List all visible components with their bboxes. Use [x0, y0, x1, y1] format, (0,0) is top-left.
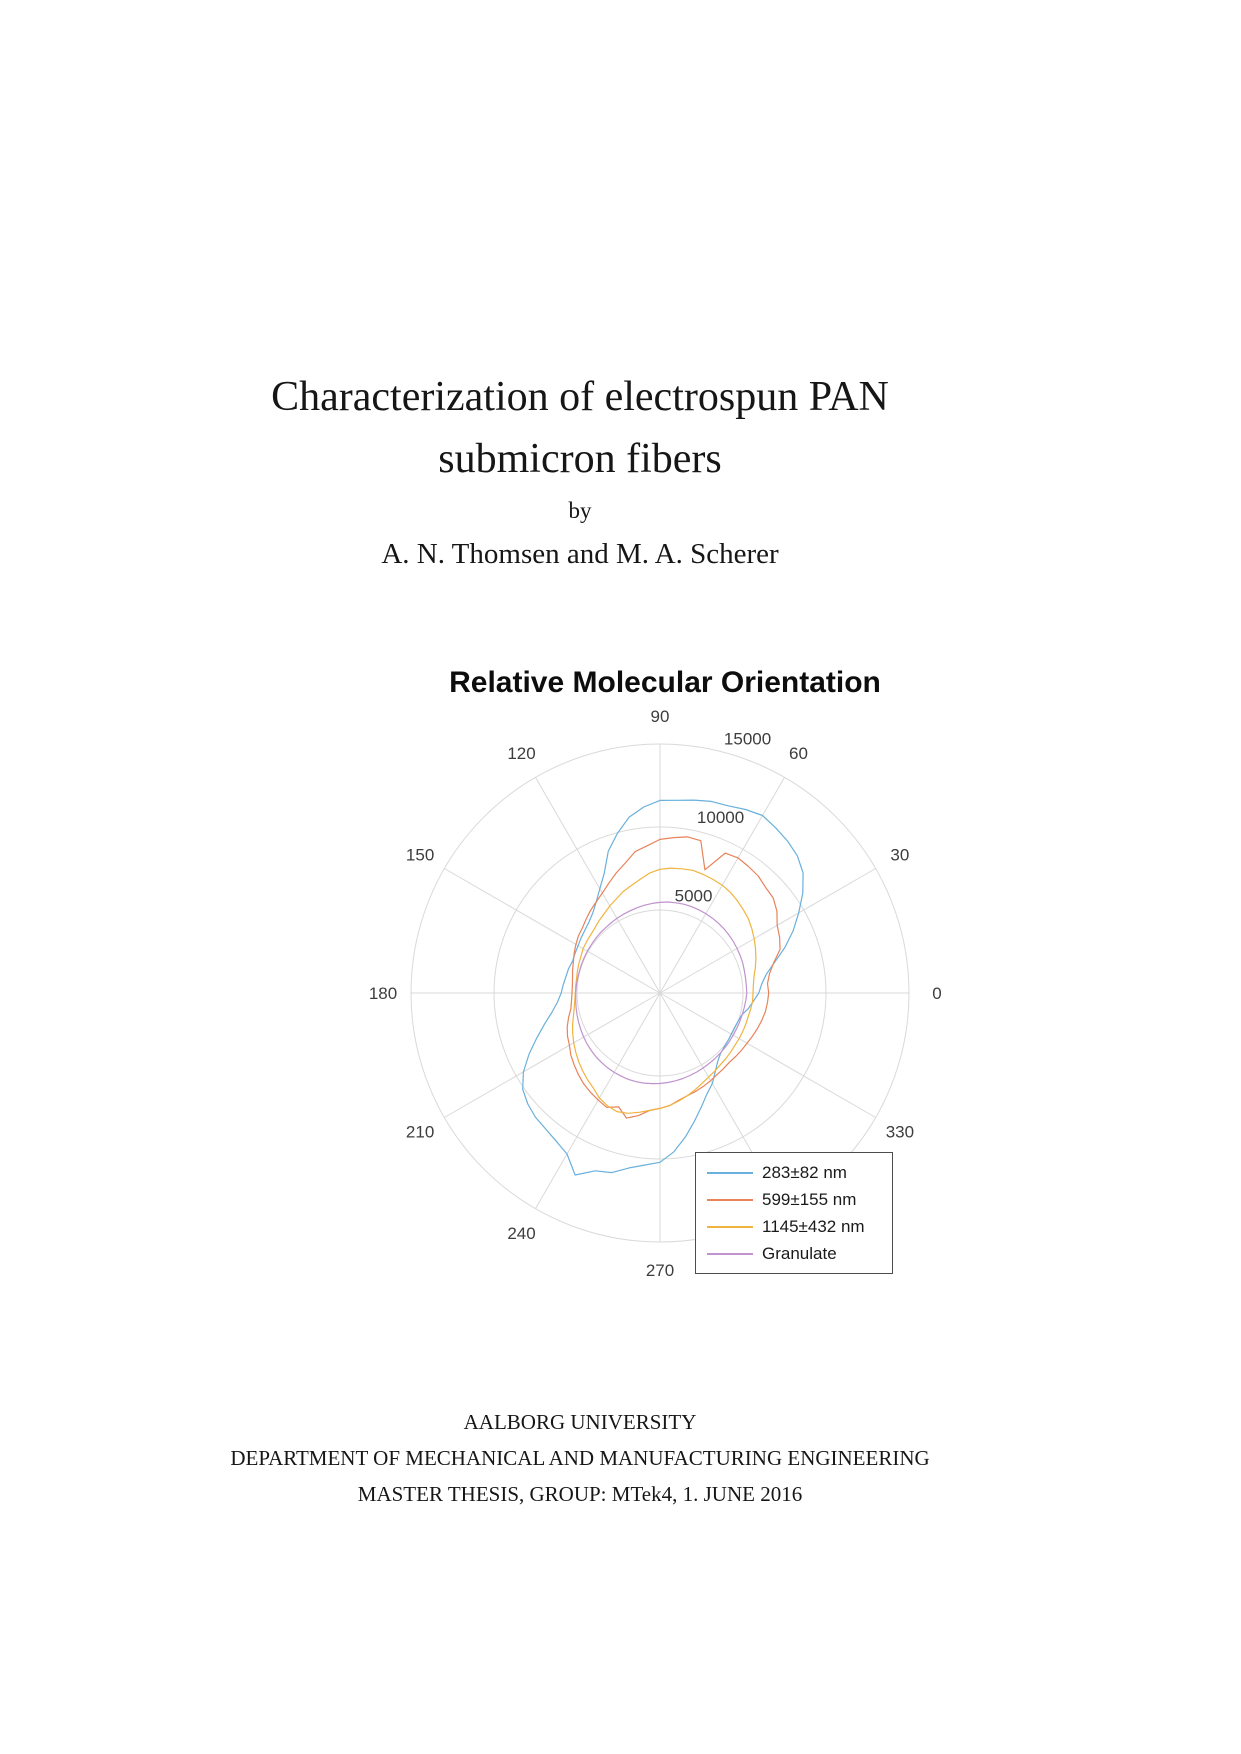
r-tick-label-15000: 15000 — [723, 729, 772, 749]
footer-university: AALBORG UNIVERSITY — [463, 1410, 697, 1434]
angle-tick-label-90: 90 — [650, 707, 670, 726]
angle-tick-label-120: 120 — [507, 744, 536, 764]
byline: by — [568, 498, 592, 523]
legend-line-sample — [707, 1226, 753, 1228]
footer-thesis-info: MASTER THESIS, GROUP: MTek4, 1. JUNE 2016 — [357, 1482, 803, 1506]
document-title-line1: Characterization of electrospun PAN — [271, 374, 889, 420]
angle-tick-label-240: 240 — [507, 1223, 536, 1243]
angle-tick-label-270: 270 — [645, 1261, 675, 1280]
legend-line-sample — [707, 1253, 753, 1255]
legend-item-3 — [696, 1240, 892, 1267]
legend-item-1 — [696, 1186, 892, 1213]
footer — [0, 1404, 1160, 1512]
angle-tick-label-60: 60 — [789, 744, 808, 764]
document-title — [0, 366, 1160, 490]
angle-tick-label-150: 150 — [405, 845, 435, 865]
r-tick-label-10000: 10000 — [696, 808, 745, 828]
legend-label: Granulate — [762, 1243, 837, 1263]
authors-line: A. N. Thomsen and M. A. Scherer — [381, 538, 779, 570]
chart-legend — [695, 1152, 893, 1274]
legend-label: 599±155 nm — [762, 1189, 857, 1209]
angle-tick-label-0: 0 — [932, 984, 942, 1003]
legend-label: 283±82 nm — [762, 1162, 847, 1182]
angle-tick-label-180: 180 — [368, 984, 398, 1003]
legend-line-sample — [707, 1199, 753, 1201]
legend-label: 1145±432 nm — [762, 1216, 865, 1236]
r-tick-label-5000: 5000 — [674, 886, 713, 906]
legend-item-2 — [696, 1213, 892, 1240]
angle-tick-label-330: 330 — [885, 1122, 915, 1142]
chart-title: Relative Molecular Orientation — [449, 666, 881, 699]
legend-line-sample — [707, 1172, 753, 1174]
footer-department: DEPARTMENT OF MECHANICAL AND MANUFACTURING ENGINEERING — [230, 1446, 930, 1470]
angle-tick-label-30: 30 — [890, 845, 910, 865]
document-title-line2: submicron fibers — [438, 436, 722, 482]
angle-tick-label-210: 210 — [405, 1122, 435, 1142]
legend-item-0 — [696, 1159, 892, 1186]
series-line-1 — [567, 837, 780, 1118]
